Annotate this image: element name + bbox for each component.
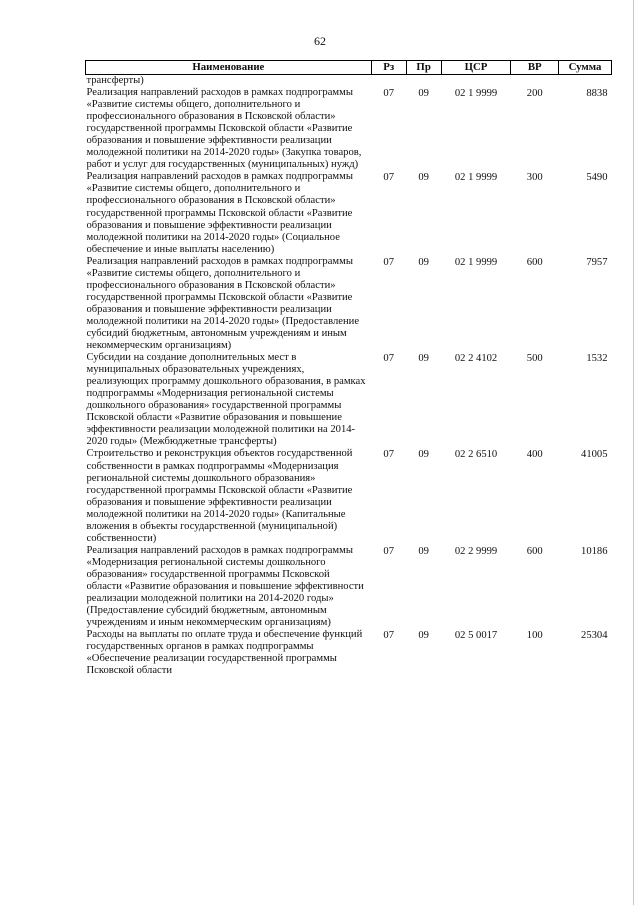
row-rz: 07 <box>383 256 394 268</box>
row-pr: 09 <box>418 449 429 461</box>
row-name: Субсидии на создание дополнительных мест в муниципальных образовательных учреждениях, реализующих программу дошкольного образования, в рамках подпрограммы «Модернизация региональной системы дошкольного образования» государственной программы Псковской области «Развитие образования и повышение эффективности реализации молодежной политики на 2014-2020 годы» (Межбюджетные трансферты) <box>86 352 366 448</box>
table-row <box>86 171 612 255</box>
row-vr: 300 <box>526 172 543 184</box>
row-csr: 02 2 4102 <box>454 353 498 365</box>
row-rz: 07 <box>383 353 394 365</box>
row-name: Реализация направлений расходов в рамках подпрограммы «Модернизация региональной системы дошкольного образования» государственной программы Псковской области «Развитие образования и повышение эффективности реализации молодежной политики на 2014-2020 годы» (Предоставление субсидий бюджетным, автономным учреждениям и иным некоммерческим организациям) <box>86 544 364 629</box>
header-pr: Пр <box>406 61 441 75</box>
row-rz: 07 <box>383 172 394 184</box>
row-sum: 8838 <box>586 88 608 100</box>
header-csr: ЦСР <box>441 61 511 75</box>
row-csr: 02 2 9999 <box>454 545 498 557</box>
row-pr: 09 <box>418 630 429 642</box>
row-sum: 10186 <box>581 545 608 557</box>
row-sum: 7957 <box>586 256 608 268</box>
header-name: Наименование <box>86 61 372 75</box>
header-rz: Рз <box>371 61 406 75</box>
row-vr: 600 <box>526 545 543 557</box>
row-rz: 07 <box>383 88 394 100</box>
row-sum: 5490 <box>586 172 608 184</box>
table-row <box>86 352 612 448</box>
header-sum: Сумма <box>559 61 612 75</box>
row-name: Реализация направлений расходов в рамках подпрограммы «Развитие системы общего, дополнительного и профессионального образования в Псковской области» государственной программы Псковской области «Развитие образования и повышение эффективности реализации молодежной политики на 2014-2020 годы» (Социальное обеспечение и иные выплаты населению) <box>86 171 353 255</box>
row-pr: 09 <box>418 172 429 184</box>
row-sum: 41005 <box>581 449 608 461</box>
page-number: 62 <box>314 34 326 48</box>
row-csr: 02 2 6510 <box>454 449 498 461</box>
row-vr: 600 <box>526 256 543 268</box>
row-sum: 1532 <box>586 353 608 365</box>
row-csr: 02 1 9999 <box>454 88 498 100</box>
row-vr: 500 <box>526 353 543 365</box>
row-rz: 07 <box>383 630 394 642</box>
table-row <box>86 629 612 677</box>
row-csr: 02 1 9999 <box>454 256 498 268</box>
table-row <box>86 256 612 352</box>
row-sum: 25304 <box>581 630 608 642</box>
row-csr: 02 5 0017 <box>454 630 498 642</box>
row-name: Реализация направлений расходов в рамках подпрограммы «Развитие системы общего, дополнительного и профессионального образования в Псковской области» государственной программы Псковской области «Развитие образования и повышение эффективности реализации молодежной политики на 2014-2020 годы» (Закупка товаров, работ и услуг для государственных (муниципальных) нужд) <box>86 87 362 171</box>
row-pr: 09 <box>418 256 429 268</box>
row-vr: 400 <box>526 449 543 461</box>
budget-table <box>85 60 612 677</box>
header-vr: ВР <box>511 61 559 75</box>
row-name: Расходы на выплаты по оплате труда и обеспечение функций государственных органов в рамках подпрограммы «Обеспечение реализации государственной программы Псковской области <box>86 629 363 677</box>
page-edge-line <box>633 0 634 905</box>
row-csr: 02 1 9999 <box>454 172 498 184</box>
continuation-text: трансферты) <box>86 75 144 86</box>
table-header-row <box>86 61 612 75</box>
row-rz: 07 <box>383 449 394 461</box>
table-row <box>86 448 612 544</box>
row-pr: 09 <box>418 353 429 365</box>
row-pr: 09 <box>418 545 429 557</box>
row-rz: 07 <box>383 545 394 557</box>
table-row <box>86 87 612 171</box>
table-row <box>86 545 612 629</box>
row-name: Строительство и реконструкция объектов государственной собственности в рамках подпрограммы «Модернизация региональной системы дошкольного образования» государственной программы Псковской области «Развитие образования и повышение эффективности реализации молодежной политики на 2014-2020 годы» (Капитальные вложения в объекты государственной (муниципальной) собственности) <box>86 448 353 544</box>
continuation-row <box>86 75 612 88</box>
row-name: Реализация направлений расходов в рамках подпрограммы «Развитие системы общего, дополнительного и профессионального образования в Псковской области» государственной программы Псковской области «Развитие образования и повышение эффективности реализации молодежной политики на 2014-2020 годы» (Предоставление субсидий бюджетным, автономным учреждениям и иным некоммерческим организациям) <box>86 255 360 352</box>
row-pr: 09 <box>418 88 429 100</box>
row-vr: 100 <box>526 630 543 642</box>
row-vr: 200 <box>526 88 543 100</box>
